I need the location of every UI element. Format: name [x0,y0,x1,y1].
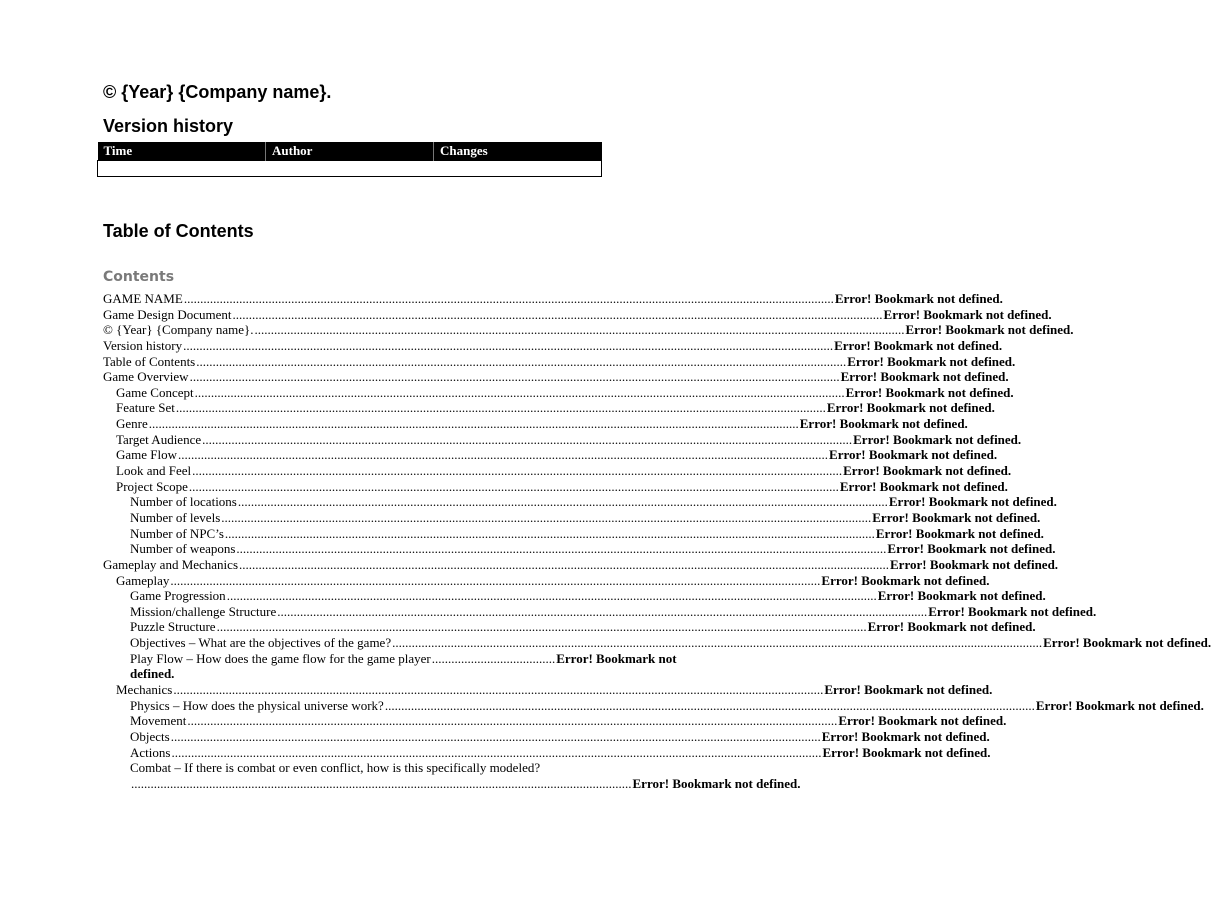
toc-error-text-continued: defined. [130,666,175,682]
toc-leader: ........................................................................................................................................................................................................ [189,369,840,385]
toc-error-text: Error! Bookmark not defined. [829,447,998,463]
table-row [98,161,602,177]
toc-entry-label: © {Year} {Company name}. [103,322,254,338]
toc-entry-label: Game Overview [103,369,189,385]
toc-error-text: Error! Bookmark not defined. [839,478,1008,494]
toc-entry[interactable] [103,744,991,761]
toc-entry[interactable] [103,572,990,589]
toc-entry-label: Game Flow [116,447,178,463]
column-header-changes: Changes [434,142,602,161]
toc-error-text: Error! Bookmark not defined. [799,416,968,432]
toc-entry-label: Gameplay [116,572,170,588]
toc-leader: ........................................................................................................................................................................................................ [192,463,843,479]
toc-error-text: Error! Bookmark not defined. [822,744,991,760]
toc-entry-combat-page[interactable] [103,775,801,792]
toc-entry[interactable] [103,494,1057,510]
toc-leader: ........................................................................................................................................................................................................ [237,494,888,510]
toc-heading: Table of Contents [103,221,254,241]
toc-error-text: Error! Bookmark not defined. [845,384,1014,400]
toc-entry-label: Feature Set [116,400,175,416]
toc-entry-label: Project Scope [116,478,188,494]
toc-entry-label: Puzzle Structure [130,619,216,635]
toc-leader: ........................................................................................................................................................................................................ [187,713,838,729]
toc-leader: ........................................................................................................................................................................................................ [202,431,853,447]
toc-entry[interactable] [103,463,1012,479]
toc-entries-mechanics [103,682,1204,760]
toc-leader: ........................................................................................................................................................................................................ [392,635,1043,651]
table-of-contents [103,291,1211,792]
toc-entry[interactable] [103,431,1022,448]
column-header-time: Time [98,142,266,161]
toc-leader: ........................................................................................................................................................................................................ [183,291,834,306]
toc-leader: ........................................................................................................................................................................................................ [254,322,905,338]
toc-entry[interactable] [103,509,1041,526]
toc-error-text: Error! Bookmark not defined. [824,682,993,698]
toc-entry-label: Number of NPC’s [130,525,224,541]
toc-leader: ........................................................................................................................................................................................................ [171,744,822,760]
toc-entry[interactable] [103,682,993,698]
toc-entry-label: Target Audience [116,431,202,447]
toc-entry-label: Version history [103,337,183,353]
toc-leader: ........................................................................................................................................................................................................ [170,572,821,588]
toc-entry[interactable] [103,322,1074,338]
contents-heading: Contents [103,269,175,285]
toc-error-text: Error! Bookmark not defined. [890,556,1059,572]
table-header-row [98,142,602,161]
toc-error-text: Error! Bookmark not defined. [877,588,1046,604]
version-history-heading: Version history [103,116,234,136]
toc-entry-label: Objectives – What are the objectives of the game? [130,635,392,651]
toc-error-text: Error! Bookmark not defined. [928,603,1097,619]
toc-entry-label: Game Design Document [103,306,232,322]
toc-error-text: Error! Bookmark not defined. [888,494,1057,510]
toc-entry[interactable] [103,556,1059,573]
toc-entry[interactable] [103,306,1052,323]
toc-entry[interactable] [103,400,995,416]
toc-entry[interactable] [103,603,1097,620]
toc-leader: ........................................................................................................................................................................................................ [175,400,826,416]
toc-entry[interactable] [103,525,1044,542]
toc-leader: ........................................................................................................................................................................................................ [221,509,872,525]
toc-entry-label: Number of levels [130,509,221,525]
toc-entry[interactable] [103,416,968,432]
toc-entry[interactable] [103,588,1046,604]
toc-entry[interactable] [103,447,998,463]
toc-entry-label: Number of weapons [130,541,236,557]
toc-error-text: Error! Bookmark not defined. [834,291,1003,306]
toc-leader: ........................................................................................................................................................................................................ [148,416,799,432]
toc-entry[interactable] [103,384,1014,401]
toc-entry[interactable] [103,697,1204,714]
toc-entry-label: Look and Feel [116,463,192,479]
table-empty-cell [98,161,602,177]
toc-entry[interactable] [103,369,1009,385]
version-history-table [97,142,602,177]
toc-error-text: Error! Bookmark not defined. [632,775,801,791]
toc-leader: ...................................... [431,650,556,666]
toc-error-text: Error! Bookmark not defined. [883,306,1052,322]
toc-leader: ........................................................................................................................................................................................................ [178,447,829,463]
toc-entry-label: Actions [130,744,171,760]
toc-error-text: Error! Bookmark not [556,650,677,666]
toc-leader: ........................................................................................................................................................................................................ [170,728,821,744]
toc-error-text: Error! Bookmark not defined. [872,509,1041,525]
toc-error-text: Error! Bookmark not defined. [867,619,1036,635]
toc-error-text: Error! Bookmark not defined. [847,353,1016,369]
toc-error-text: Error! Bookmark not defined. [838,713,1007,729]
toc-entry-label: Game Concept [116,384,194,400]
toc-leader: ........................................................................................................................................................................................................ [232,306,883,322]
toc-entry-label: Genre [116,416,148,432]
toc-leader: ........................................................................................................................................................................................................ [216,619,867,635]
toc-error-text: Error! Bookmark not defined. [875,525,1044,541]
toc-error-text: Error! Bookmark not defined. [1043,635,1211,651]
toc-leader: ........................................................................................................................................................................................................ [384,697,1035,713]
toc-entry[interactable] [103,353,1016,370]
toc-leader: ........................................................................................................................................................................................................ [239,556,890,572]
toc-error-text: Error! Bookmark not defined. [843,463,1012,479]
toc-leader: ........................................................................................................................................................................................................ [183,337,834,353]
toc-entry[interactable] [103,541,1056,557]
toc-entry-label: Play Flow – How does the game flow for the game player [130,650,431,666]
toc-entry[interactable] [103,619,1036,635]
toc-entries [103,291,1211,651]
toc-entry-label: Mechanics [116,682,173,698]
toc-entry-combat[interactable] [103,760,594,776]
toc-entry[interactable] [103,291,1003,307]
toc-entry-label: Mission/challenge Structure [130,603,277,619]
toc-entry-label: Movement [130,713,187,729]
toc-leader: .......................................................................................................................................................... [131,775,632,791]
toc-entry-label: Game Progression [130,588,226,604]
toc-error-text: Error! Bookmark not defined. [853,431,1022,447]
toc-entry-label: Table of Contents [103,353,196,369]
toc-leader: ........................................................................................................................................................................................................ [224,525,875,541]
toc-error-text: Error! Bookmark not defined. [887,541,1056,557]
toc-leader: ........................................................................................................................................................................................................ [196,353,847,369]
toc-error-text: Error! Bookmark not defined. [834,337,1003,353]
toc-error-text: Error! Bookmark not defined. [821,572,990,588]
toc-entry[interactable] [103,478,1008,495]
toc-entry-continuation [103,666,594,682]
toc-leader: ........................................................................................................................................................................................................ [277,603,928,619]
toc-leader: ........................................................................................................................................................................................................ [194,384,845,400]
toc-entry[interactable] [103,728,990,745]
toc-leader: ........................................................................................................................................................................................................ [236,541,887,557]
toc-entry-label: Combat – If there is combat or even conflict, how is this specifically modeled? [130,760,541,776]
toc-entry-label: GAME NAME [103,291,183,306]
toc-error-text: Error! Bookmark not defined. [821,728,990,744]
toc-entry-label: Number of locations [130,494,237,510]
toc-entry-play-flow[interactable] [103,650,677,667]
toc-leader: ........................................................................................................................................................................................................ [226,588,877,604]
toc-entry[interactable] [103,635,1211,651]
column-header-author: Author [266,142,434,161]
toc-leader: ........................................................................................................................................................................................................ [188,478,839,494]
toc-error-text: Error! Bookmark not defined. [905,322,1074,338]
toc-entry-label: Physics – How does the physical universe work? [130,697,384,713]
toc-leader: ........................................................................................................................................................................................................ [173,682,824,698]
copyright-heading: © {Year} {Company name}. [103,82,332,102]
toc-error-text: Error! Bookmark not defined. [826,400,995,416]
toc-error-text: Error! Bookmark not defined. [840,369,1009,385]
toc-entry[interactable] [103,713,1007,729]
toc-entry-label: Objects [130,728,170,744]
toc-error-text: Error! Bookmark not defined. [1035,697,1204,713]
toc-entry-label: Gameplay and Mechanics [103,556,239,572]
toc-entry[interactable] [103,337,1003,354]
